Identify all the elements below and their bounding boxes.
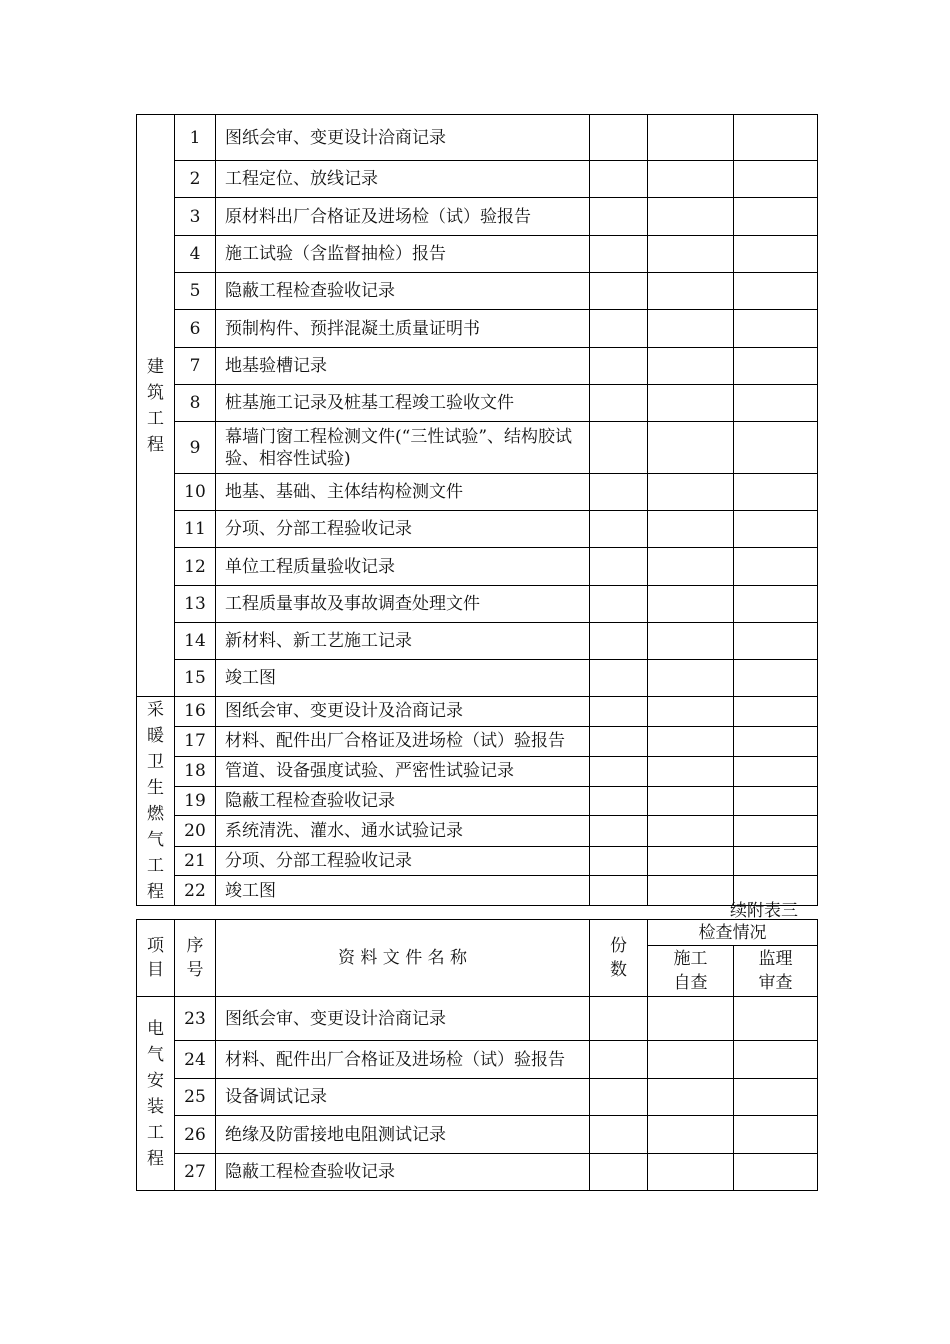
self-check-cell (648, 548, 734, 586)
row-number: 27 (175, 1154, 216, 1191)
header-copies: 份 数 (590, 920, 648, 997)
document-name: 材料、配件出厂合格证及进场检（试）验报告 (216, 1041, 590, 1079)
supervisor-review-cell (734, 422, 818, 474)
self-check-cell (648, 1116, 734, 1154)
category-heating-sanitary-gas: 采 暖 卫 生 燃 气 工 程 (137, 697, 175, 906)
self-check-cell (648, 997, 734, 1041)
self-check-cell (648, 660, 734, 697)
document-name: 分项、分部工程验收记录 (216, 846, 590, 876)
self-check-cell (648, 876, 734, 906)
copies-cell (590, 757, 648, 787)
table-row (137, 660, 818, 697)
self-check-cell (648, 422, 734, 474)
supervisor-review-cell (734, 273, 818, 310)
self-check-cell (648, 816, 734, 847)
row-number: 13 (175, 586, 216, 623)
row-number: 3 (175, 198, 216, 236)
document-name: 隐蔽工程检查验收记录 (216, 273, 590, 310)
table-row (137, 385, 818, 422)
document-name: 分项、分部工程验收记录 (216, 511, 590, 548)
self-check-cell (648, 846, 734, 876)
header-document-name: 资 料 文 件 名 称 (216, 920, 590, 997)
table-row (137, 623, 818, 660)
self-check-cell (648, 726, 734, 757)
supervisor-review-cell (734, 115, 818, 161)
header-self-check: 施工 自查 (648, 946, 734, 997)
row-number: 19 (175, 786, 216, 816)
document-name: 新材料、新工艺施工记录 (216, 623, 590, 660)
self-check-cell (648, 1041, 734, 1079)
row-number: 18 (175, 757, 216, 787)
supervisor-review-cell (734, 660, 818, 697)
table-row (137, 1079, 818, 1116)
copies-cell (590, 548, 648, 586)
copies-cell (590, 786, 648, 816)
document-name: 设备调试记录 (216, 1079, 590, 1116)
copies-cell (590, 422, 648, 474)
document-name: 原材料出厂合格证及进场检（试）验报告 (216, 198, 590, 236)
table-row (137, 115, 818, 161)
supervisor-review-cell (734, 1041, 818, 1079)
copies-cell (590, 273, 648, 310)
header-item: 项 目 (137, 920, 175, 997)
table-row (137, 1116, 818, 1154)
supervisor-review-cell (734, 548, 818, 586)
copies-cell (590, 586, 648, 623)
self-check-cell (648, 115, 734, 161)
self-check-cell (648, 161, 734, 198)
self-check-cell (648, 273, 734, 310)
row-number: 23 (175, 997, 216, 1041)
table-row (137, 726, 818, 757)
self-check-cell (648, 757, 734, 787)
copies-cell (590, 816, 648, 847)
copies-cell (590, 1154, 648, 1191)
table-row (137, 548, 818, 586)
row-number: 9 (175, 422, 216, 474)
table-row (137, 422, 818, 474)
supervisor-review-cell (734, 348, 818, 385)
category-building: 建 筑 工 程 (137, 115, 175, 697)
table-row (137, 348, 818, 385)
copies-cell (590, 876, 648, 906)
records-table-main (136, 114, 818, 906)
row-number: 15 (175, 660, 216, 697)
row-number: 21 (175, 846, 216, 876)
copies-cell (590, 1116, 648, 1154)
table-row (137, 586, 818, 623)
supervisor-review-cell (734, 846, 818, 876)
document-name: 系统清洗、灌水、通水试验记录 (216, 816, 590, 847)
records-table-continued (136, 919, 818, 1191)
document-name: 桩基施工记录及桩基工程竣工验收文件 (216, 385, 590, 422)
document-name: 单位工程质量验收记录 (216, 548, 590, 586)
table-row (137, 273, 818, 310)
row-number: 1 (175, 115, 216, 161)
table-row (137, 1154, 818, 1191)
document-name: 施工试验（含监督抽检）报告 (216, 236, 590, 273)
row-number: 5 (175, 273, 216, 310)
header-seq: 序 号 (175, 920, 216, 997)
copies-cell (590, 474, 648, 511)
copies-cell (590, 198, 648, 236)
copies-cell (590, 310, 648, 348)
row-number: 10 (175, 474, 216, 511)
row-number: 12 (175, 548, 216, 586)
copies-cell (590, 115, 648, 161)
table-row (137, 236, 818, 273)
self-check-cell (648, 310, 734, 348)
table-row (137, 997, 818, 1041)
copies-cell (590, 697, 648, 727)
supervisor-review-cell (734, 1154, 818, 1191)
table-row (137, 474, 818, 511)
self-check-cell (648, 511, 734, 548)
row-number: 24 (175, 1041, 216, 1079)
supervisor-review-cell (734, 697, 818, 727)
table-row (137, 846, 818, 876)
copies-cell (590, 1079, 648, 1116)
supervisor-review-cell (734, 816, 818, 847)
self-check-cell (648, 697, 734, 727)
document-name: 工程定位、放线记录 (216, 161, 590, 198)
row-number: 8 (175, 385, 216, 422)
document-name: 图纸会审、变更设计及洽商记录 (216, 697, 590, 727)
supervisor-review-cell (734, 786, 818, 816)
document-name: 绝缘及防雷接地电阻测试记录 (216, 1116, 590, 1154)
supervisor-review-cell (734, 236, 818, 273)
copies-cell (590, 997, 648, 1041)
self-check-cell (648, 586, 734, 623)
supervisor-review-cell (734, 997, 818, 1041)
table-row (137, 198, 818, 236)
table-row (137, 511, 818, 548)
row-number: 4 (175, 236, 216, 273)
copies-cell (590, 660, 648, 697)
table-row (137, 757, 818, 787)
document-name: 隐蔽工程检查验收记录 (216, 1154, 590, 1191)
document-name: 地基验槽记录 (216, 348, 590, 385)
supervisor-review-cell (734, 757, 818, 787)
supervisor-review-cell (734, 385, 818, 422)
copies-cell (590, 846, 648, 876)
copies-cell (590, 1041, 648, 1079)
copies-cell (590, 511, 648, 548)
copies-cell (590, 348, 648, 385)
header-supervisor-review: 监理 审查 (734, 946, 818, 997)
document-name: 幕墙门窗工程检测文件(“三性试验”、结构胶试验、相容性试验) (216, 422, 590, 474)
self-check-cell (648, 623, 734, 660)
row-number: 7 (175, 348, 216, 385)
row-number: 2 (175, 161, 216, 198)
document-name: 地基、基础、主体结构检测文件 (216, 474, 590, 511)
row-number: 11 (175, 511, 216, 548)
self-check-cell (648, 198, 734, 236)
copies-cell (590, 623, 648, 660)
document-name: 材料、配件出厂合格证及进场检（试）验报告 (216, 726, 590, 757)
supervisor-review-cell (734, 511, 818, 548)
table-row (137, 876, 818, 906)
supervisor-review-cell (734, 474, 818, 511)
supervisor-review-cell (734, 1079, 818, 1116)
table-row (137, 697, 818, 727)
self-check-cell (648, 385, 734, 422)
row-number: 6 (175, 310, 216, 348)
table-row (137, 161, 818, 198)
table-row (137, 310, 818, 348)
copies-cell (590, 726, 648, 757)
supervisor-review-cell (734, 623, 818, 660)
row-number: 25 (175, 1079, 216, 1116)
supervisor-review-cell (734, 198, 818, 236)
document-name: 竣工图 (216, 876, 590, 906)
row-number: 22 (175, 876, 216, 906)
category-electrical: 电 气 安 装 工 程 (137, 997, 175, 1191)
document-name: 图纸会审、变更设计洽商记录 (216, 115, 590, 161)
row-number: 26 (175, 1116, 216, 1154)
copies-cell (590, 161, 648, 198)
document-name: 竣工图 (216, 660, 590, 697)
document-name: 工程质量事故及事故调查处理文件 (216, 586, 590, 623)
supervisor-review-cell (734, 1116, 818, 1154)
row-number: 16 (175, 697, 216, 727)
continuation-label: 续附表三 (730, 901, 798, 921)
row-number: 17 (175, 726, 216, 757)
table-row (137, 816, 818, 847)
copies-cell (590, 236, 648, 273)
self-check-cell (648, 474, 734, 511)
document-name: 预制构件、预拌混凝土质量证明书 (216, 310, 590, 348)
table-row (137, 786, 818, 816)
table-row (137, 1041, 818, 1079)
document-name: 图纸会审、变更设计洽商记录 (216, 997, 590, 1041)
document-name: 隐蔽工程检查验收记录 (216, 786, 590, 816)
copies-cell (590, 385, 648, 422)
supervisor-review-cell (734, 726, 818, 757)
header-check-status: 检查情况 (648, 920, 818, 946)
self-check-cell (648, 1154, 734, 1191)
self-check-cell (648, 1079, 734, 1116)
row-number: 20 (175, 816, 216, 847)
self-check-cell (648, 348, 734, 385)
document-name: 管道、设备强度试验、严密性试验记录 (216, 757, 590, 787)
supervisor-review-cell (734, 586, 818, 623)
supervisor-review-cell (734, 161, 818, 198)
self-check-cell (648, 786, 734, 816)
self-check-cell (648, 236, 734, 273)
supervisor-review-cell (734, 310, 818, 348)
row-number: 14 (175, 623, 216, 660)
